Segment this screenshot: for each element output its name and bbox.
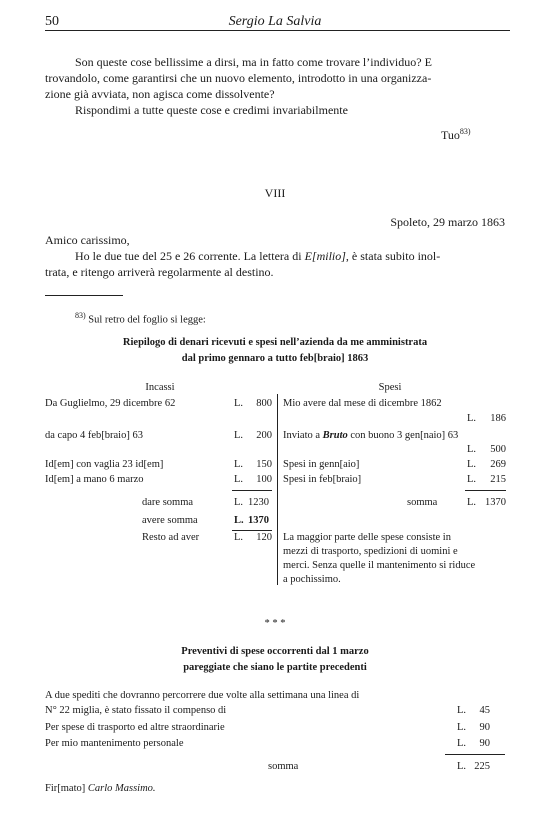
currency: L. bbox=[457, 738, 467, 749]
resto-amount: 120 bbox=[256, 532, 272, 543]
preventivo-somma-label: somma bbox=[268, 761, 299, 772]
dare-somma-amount: 1230 bbox=[248, 497, 269, 508]
salutation: Amico carissimo, bbox=[45, 233, 130, 247]
currency: L. bbox=[234, 430, 244, 441]
section-separator: * * * bbox=[264, 618, 286, 629]
table-title: pareggiate che siano le partite precedenti bbox=[183, 662, 367, 673]
spesi-amount: 500 bbox=[490, 444, 506, 455]
table-note-line: a pochissimo. bbox=[283, 574, 341, 585]
table-title: Riepilogo di denari ricevuti e spesi nell’azienda da me amministrata bbox=[122, 337, 428, 348]
column-header-spesi: Spesi bbox=[378, 382, 402, 393]
footnote-marker: 83) bbox=[75, 311, 86, 320]
name-span: E[milio] bbox=[304, 249, 346, 263]
dare-somma-label: dare somma bbox=[142, 497, 194, 508]
currency: L. bbox=[234, 398, 244, 409]
table-note-line: merci. Senza quelle il mantenimento si riduce bbox=[283, 560, 476, 571]
incassi-label: Da Guglielmo, 29 dicembre 62 bbox=[45, 398, 176, 409]
incassi-amount: 100 bbox=[256, 474, 272, 485]
spesi-amount: 269 bbox=[490, 459, 506, 470]
paragraph-line: zione già avviata, non agisca come dissolvente? bbox=[45, 87, 275, 101]
section-number: VIII bbox=[264, 186, 286, 200]
spesi-label: Mio avere dal mese di dicembre 1862 bbox=[283, 398, 442, 409]
currency: L. bbox=[234, 515, 244, 526]
page-number: 50 bbox=[45, 14, 59, 29]
currency: L. bbox=[234, 497, 244, 508]
paragraph-line: Son queste cose bellissime a dirsi, ma in fatto come trovare l’individuo? E bbox=[75, 55, 432, 69]
currency: L. bbox=[457, 761, 467, 772]
name-span: Bruto bbox=[322, 430, 348, 441]
text-span: , è stata subito inol- bbox=[345, 249, 441, 263]
signature-text: Tuo bbox=[441, 128, 460, 142]
text-span: Inviato a bbox=[283, 430, 323, 441]
incassi-amount: 200 bbox=[256, 430, 272, 441]
resto-label: Resto ad aver bbox=[142, 532, 200, 543]
paragraph-line bbox=[75, 248, 440, 264]
table-title: dal primo gennaro a tutto feb[braio] 1863 bbox=[181, 353, 369, 364]
spesi-amount: 186 bbox=[490, 413, 506, 424]
signature bbox=[441, 124, 471, 143]
closing-name: Carlo Massimo. bbox=[87, 783, 156, 794]
preventivo-somma-amount: 225 bbox=[474, 761, 490, 772]
sum-rule bbox=[445, 754, 505, 755]
footnote-text: Sul retro del foglio si legge: bbox=[88, 314, 206, 326]
column-divider bbox=[277, 394, 278, 585]
currency: L. bbox=[467, 474, 477, 485]
currency: L. bbox=[234, 474, 244, 485]
currency: L. bbox=[457, 722, 467, 733]
paragraph-line: trovandolo, come garantirsi che un nuovo elemento, introdotto in una organizza- bbox=[45, 71, 432, 85]
spesi-label: Spesi in feb[braio] bbox=[283, 474, 362, 485]
footnote-ref: 83) bbox=[459, 127, 471, 136]
incassi-amount: 800 bbox=[256, 398, 272, 409]
sum-rule bbox=[232, 530, 272, 531]
currency: L. bbox=[467, 459, 477, 470]
spesi-label bbox=[283, 430, 458, 441]
currency: L. bbox=[467, 413, 477, 424]
column-header-incassi: Incassi bbox=[145, 382, 175, 393]
avere-somma-amount: 1370 bbox=[248, 515, 269, 526]
currency: L. bbox=[234, 459, 244, 470]
running-title: Sergio La Salvia bbox=[228, 14, 322, 29]
currency: L. bbox=[457, 705, 467, 716]
currency: L. bbox=[234, 532, 244, 543]
incassi-label: da capo 4 feb[braio] 63 bbox=[45, 430, 143, 441]
sum-rule bbox=[465, 490, 506, 491]
preventivo-line: N° 22 miglia, è stato fissato il compenso di bbox=[45, 705, 227, 716]
footnote bbox=[75, 311, 206, 326]
currency: L. bbox=[467, 444, 477, 455]
preventivo-line: Per mio mantenimento personale bbox=[45, 738, 184, 749]
place-date: Spoleto, 29 marzo 1863 bbox=[390, 215, 505, 229]
avere-somma-label: avere somma bbox=[142, 515, 198, 526]
incassi-amount: 150 bbox=[256, 459, 272, 470]
preventivo-amount: 45 bbox=[479, 705, 490, 716]
incassi-label: Id[em] con vaglia 23 id[em] bbox=[45, 459, 164, 470]
paragraph-line: Rispondimi a tutte queste cose e credimi invariabilmente bbox=[75, 103, 348, 117]
table-note-line: mezzi di trasporto, spedizioni di uomini e bbox=[283, 546, 458, 557]
table-note-line: La maggior parte delle spese consiste in bbox=[283, 532, 451, 543]
text-span: Ho le due tue del 25 e 26 corrente. La lettera di bbox=[75, 249, 305, 263]
spesi-somma-label: somma bbox=[407, 497, 438, 508]
preventivo-amount: 90 bbox=[479, 722, 490, 733]
closing-signature bbox=[45, 783, 156, 794]
table-title: Preventivi di spese occorrenti dal 1 marzo bbox=[181, 646, 369, 657]
spesi-label: Spesi in genn[aio] bbox=[283, 459, 360, 470]
spesi-somma-amount: 1370 bbox=[485, 497, 506, 508]
header-rule bbox=[45, 30, 510, 31]
preventivo-line: Per spese di trasporto ed altre straordinarie bbox=[45, 722, 225, 733]
spesi-amount: 215 bbox=[490, 474, 506, 485]
paragraph-line: trata, e ritengo arriverà regolarmente al destino. bbox=[45, 265, 274, 279]
incassi-label: Id[em] a mano 6 marzo bbox=[45, 474, 144, 485]
closing-label: Fir[mato] bbox=[45, 783, 86, 794]
text-span: con buono 3 gen[naio] 63 bbox=[347, 430, 459, 441]
preventivo-line: A due spediti che dovranno percorrere due volte alla settimana una linea di bbox=[45, 690, 360, 701]
preventivo-amount: 90 bbox=[479, 738, 490, 749]
footnote-rule bbox=[45, 295, 123, 296]
currency: L. bbox=[467, 497, 477, 508]
sum-rule bbox=[232, 490, 272, 491]
